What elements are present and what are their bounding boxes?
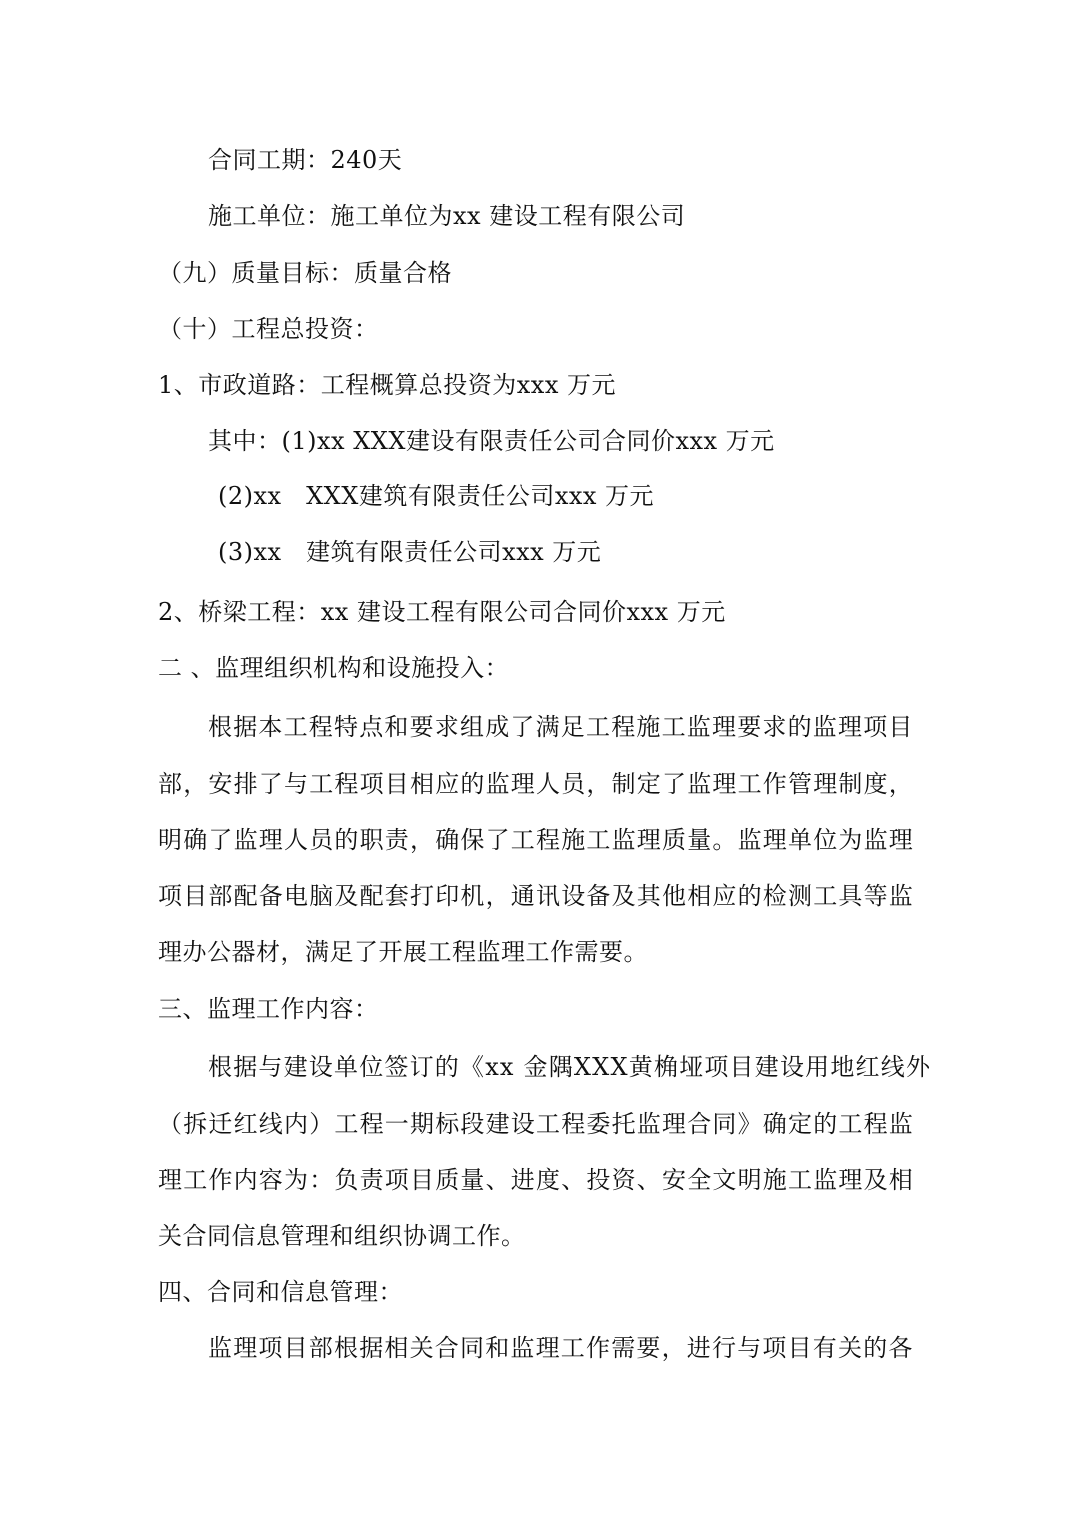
construction-unit-line: 施工单位：施工单位为xx 建设工程有限公司	[208, 202, 686, 230]
bridge-engineering-line: 2、桥梁工程：xx 建设工程有限公司合同价xxx 万元	[158, 598, 726, 626]
quality-target-heading: （九）质量目标：质量合格	[158, 259, 452, 287]
section-three-heading: 三、监理工作内容：	[158, 995, 379, 1023]
section-three-paragraph-line: （拆迁红线内）工程一期标段建设工程委托监理合同》确定的工程监	[158, 1110, 914, 1138]
section-two-paragraph-line: 明确了监理人员的职责，确保了工程施工监理质量。监理单位为监理	[158, 826, 914, 854]
section-two-paragraph-line: 项目部配备电脑及配套打印机，通讯设备及其他相应的检测工具等监	[158, 882, 914, 910]
total-investment-heading: （十）工程总投资：	[158, 315, 379, 343]
contract-item-1: 其中：(1)xx XXX建设有限责任公司合同价xxx 万元	[208, 427, 775, 455]
section-three-paragraph-line: 理工作内容为：负责项目质量、进度、投资、安全文明施工监理及相	[158, 1166, 914, 1194]
section-two-paragraph-line: 理办公器材，满足了开展工程监理工作需要。	[158, 938, 648, 966]
section-two-paragraph-line: 部，安排了与工程项目相应的监理人员，制定了监理工作管理制度，	[158, 770, 914, 798]
section-four-heading: 四、合同和信息管理：	[158, 1278, 403, 1306]
contract-item-2: (2)xx XXX建筑有限责任公司xxx 万元	[218, 482, 655, 510]
section-four-paragraph-line: 监理项目部根据相关合同和监理工作需要，进行与项目有关的各	[208, 1334, 914, 1362]
municipal-road-line: 1、市政道路：工程概算总投资为xxx 万元	[158, 371, 617, 399]
section-three-paragraph-line: 根据与建设单位签订的《xx 金隅XXX黄桷垭项目建设用地红线外	[208, 1053, 932, 1081]
contract-item-3: (3)xx 建筑有限责任公司xxx 万元	[218, 538, 602, 566]
contract-period-line: 合同工期：240天	[208, 146, 403, 174]
section-three-paragraph-line: 关合同信息管理和组织协调工作。	[158, 1222, 526, 1250]
section-two-paragraph-line: 根据本工程特点和要求组成了满足工程施工监理要求的监理项目	[208, 713, 914, 741]
section-two-heading: 二 、监理组织机构和设施投入：	[158, 654, 510, 682]
